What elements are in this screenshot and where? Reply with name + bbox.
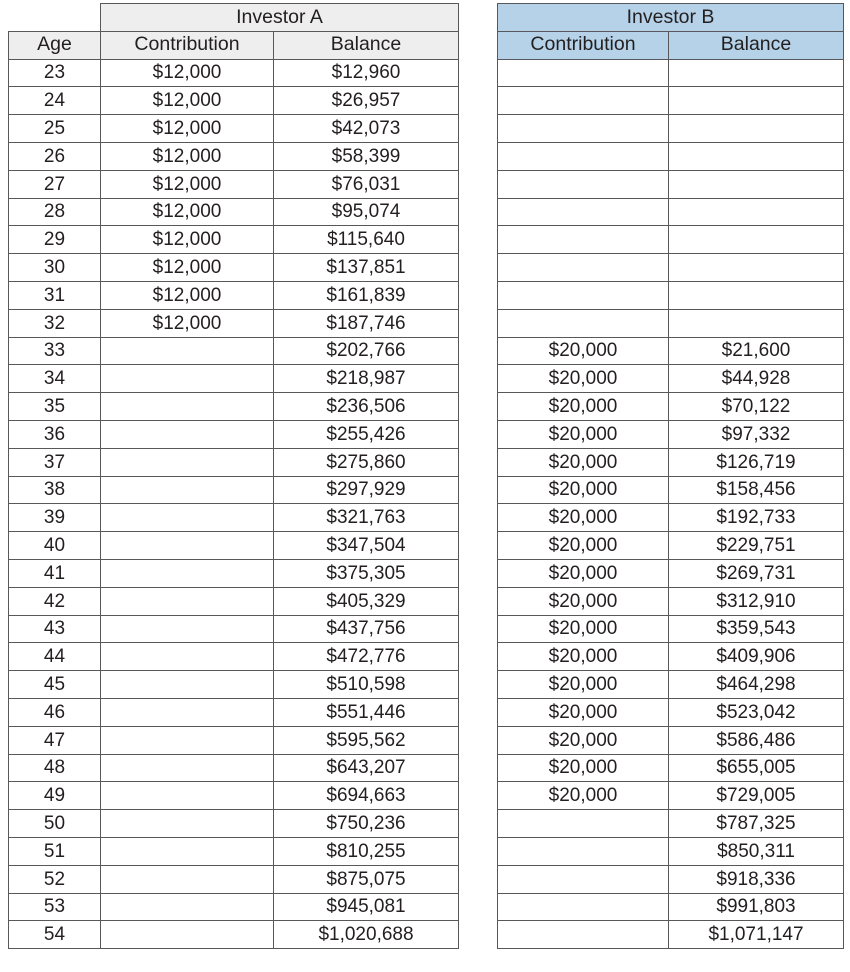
table-row [498, 115, 844, 143]
cell-b-contribution [498, 142, 669, 170]
cell-age: 52 [9, 865, 101, 893]
cell-a-balance: $750,236 [274, 810, 459, 838]
cell-b-balance: $918,336 [669, 865, 844, 893]
cell-a-balance: $58,399 [274, 142, 459, 170]
cell-a-contribution [101, 782, 274, 810]
cell-b-balance: $97,332 [669, 420, 844, 448]
cell-a-contribution [101, 587, 274, 615]
cell-a-balance: $551,446 [274, 698, 459, 726]
cell-b-balance: $991,803 [669, 893, 844, 921]
cell-a-balance: $405,329 [274, 587, 459, 615]
cell-b-balance: $192,733 [669, 504, 844, 532]
cell-b-balance [669, 170, 844, 198]
investor-b-group-header-row [498, 4, 844, 32]
table-row [9, 587, 459, 615]
investor-a-table-head [9, 4, 459, 60]
table-row [498, 309, 844, 337]
cell-a-contribution [101, 698, 274, 726]
cell-age: 34 [9, 365, 101, 393]
table-row [498, 393, 844, 421]
cell-a-contribution [101, 420, 274, 448]
cell-b-contribution [498, 893, 669, 921]
table-row [9, 281, 459, 309]
cell-a-balance: $42,073 [274, 115, 459, 143]
cell-a-balance: $810,255 [274, 837, 459, 865]
table-row [9, 226, 459, 254]
column-header-age: Age [9, 31, 101, 59]
table-row [9, 142, 459, 170]
cell-a-balance: $694,663 [274, 782, 459, 810]
table-row [498, 532, 844, 560]
table-row [498, 170, 844, 198]
table-row [9, 754, 459, 782]
cell-age: 30 [9, 254, 101, 282]
cell-b-balance: $269,731 [669, 559, 844, 587]
table-row [9, 504, 459, 532]
cell-age: 32 [9, 309, 101, 337]
column-header-a-balance: Balance [274, 31, 459, 59]
cell-age: 53 [9, 893, 101, 921]
table-row [9, 476, 459, 504]
investor-b-group-label: Investor B [498, 4, 844, 32]
cell-b-contribution: $20,000 [498, 671, 669, 699]
cell-b-balance [669, 198, 844, 226]
cell-a-balance: $437,756 [274, 615, 459, 643]
table-row [9, 698, 459, 726]
cell-a-contribution: $12,000 [101, 254, 274, 282]
table-row [9, 643, 459, 671]
table-row [9, 810, 459, 838]
cell-age: 51 [9, 837, 101, 865]
cell-b-contribution [498, 254, 669, 282]
table-row [9, 170, 459, 198]
cell-age: 48 [9, 754, 101, 782]
cell-age: 40 [9, 532, 101, 560]
cell-a-contribution [101, 393, 274, 421]
cell-b-balance: $312,910 [669, 587, 844, 615]
column-header-b-contribution: Contribution [498, 31, 669, 59]
cell-a-contribution: $12,000 [101, 309, 274, 337]
cell-b-contribution: $20,000 [498, 782, 669, 810]
cell-a-balance: $1,020,688 [274, 921, 459, 949]
investor-b-table-head [498, 4, 844, 60]
cell-b-contribution: $20,000 [498, 559, 669, 587]
cell-b-contribution: $20,000 [498, 448, 669, 476]
cell-a-contribution [101, 337, 274, 365]
table-row [498, 476, 844, 504]
cell-b-balance [669, 87, 844, 115]
cell-b-contribution [498, 309, 669, 337]
cell-age: 54 [9, 921, 101, 949]
cell-a-contribution: $12,000 [101, 198, 274, 226]
cell-b-contribution: $20,000 [498, 365, 669, 393]
cell-age: 35 [9, 393, 101, 421]
cell-a-balance: $218,987 [274, 365, 459, 393]
table-row [498, 698, 844, 726]
cell-b-contribution: $20,000 [498, 393, 669, 421]
cell-a-contribution [101, 726, 274, 754]
cell-a-balance: $375,305 [274, 559, 459, 587]
cell-age: 33 [9, 337, 101, 365]
cell-a-contribution [101, 893, 274, 921]
table-row [9, 893, 459, 921]
table-row [9, 309, 459, 337]
investor-a-table [8, 3, 459, 949]
cell-age: 46 [9, 698, 101, 726]
cell-b-balance: $44,928 [669, 365, 844, 393]
cell-b-contribution [498, 226, 669, 254]
cell-b-contribution [498, 810, 669, 838]
table-row [498, 726, 844, 754]
cell-a-contribution [101, 559, 274, 587]
cell-a-balance: $187,746 [274, 309, 459, 337]
cell-age: 39 [9, 504, 101, 532]
cell-a-balance: $95,074 [274, 198, 459, 226]
table-row [9, 782, 459, 810]
cell-b-balance: $409,906 [669, 643, 844, 671]
cell-b-contribution: $20,000 [498, 643, 669, 671]
cell-a-contribution: $12,000 [101, 226, 274, 254]
cell-b-contribution: $20,000 [498, 532, 669, 560]
cell-a-contribution: $12,000 [101, 59, 274, 87]
table-row [9, 365, 459, 393]
table-row [498, 87, 844, 115]
table-row [498, 420, 844, 448]
cell-a-balance: $643,207 [274, 754, 459, 782]
investor-b-table [497, 3, 844, 949]
cell-a-contribution [101, 615, 274, 643]
table-row [9, 393, 459, 421]
cell-a-contribution [101, 643, 274, 671]
cell-b-contribution [498, 281, 669, 309]
table-row [9, 921, 459, 949]
cell-a-balance: $472,776 [274, 643, 459, 671]
cell-a-contribution [101, 476, 274, 504]
cell-a-contribution [101, 837, 274, 865]
cell-a-contribution [101, 865, 274, 893]
table-row [498, 142, 844, 170]
cell-b-balance: $464,298 [669, 671, 844, 699]
cell-a-contribution: $12,000 [101, 170, 274, 198]
cell-a-contribution [101, 921, 274, 949]
table-row [9, 420, 459, 448]
cell-a-contribution [101, 504, 274, 532]
column-header-b-balance: Balance [669, 31, 844, 59]
cell-b-balance: $1,071,147 [669, 921, 844, 949]
cell-a-contribution [101, 671, 274, 699]
cell-a-contribution: $12,000 [101, 87, 274, 115]
cell-a-contribution [101, 365, 274, 393]
investor-a-column-header-row [9, 31, 459, 59]
table-row [498, 198, 844, 226]
cell-a-contribution [101, 532, 274, 560]
investor-b-table-body [498, 59, 844, 949]
table-row [9, 865, 459, 893]
cell-b-balance: $850,311 [669, 837, 844, 865]
table-row [498, 810, 844, 838]
table-row [498, 559, 844, 587]
cell-age: 26 [9, 142, 101, 170]
table-row [498, 893, 844, 921]
cell-a-balance: $115,640 [274, 226, 459, 254]
table-row [498, 587, 844, 615]
cell-a-balance: $945,081 [274, 893, 459, 921]
investor-a-corner-spacer [9, 4, 101, 32]
cell-b-contribution: $20,000 [498, 476, 669, 504]
cell-a-balance: $161,839 [274, 281, 459, 309]
cell-b-balance [669, 226, 844, 254]
cell-b-balance: $787,325 [669, 810, 844, 838]
cell-age: 38 [9, 476, 101, 504]
table-row [498, 281, 844, 309]
cell-b-contribution [498, 921, 669, 949]
table-row [9, 337, 459, 365]
cell-b-balance [669, 254, 844, 282]
investor-a-table-body [9, 59, 459, 949]
table-row [9, 115, 459, 143]
cell-a-contribution [101, 810, 274, 838]
investor-b-column-header-row [498, 31, 844, 59]
table-row [9, 87, 459, 115]
cell-a-contribution: $12,000 [101, 142, 274, 170]
cell-b-contribution: $20,000 [498, 587, 669, 615]
cell-b-contribution: $20,000 [498, 698, 669, 726]
cell-age: 42 [9, 587, 101, 615]
cell-b-contribution [498, 59, 669, 87]
cell-age: 41 [9, 559, 101, 587]
cell-b-balance: $359,543 [669, 615, 844, 643]
cell-a-balance: $275,860 [274, 448, 459, 476]
cell-b-balance [669, 309, 844, 337]
cell-b-balance [669, 142, 844, 170]
cell-a-balance: $875,075 [274, 865, 459, 893]
cell-b-balance: $655,005 [669, 754, 844, 782]
table-row [498, 754, 844, 782]
cell-age: 36 [9, 420, 101, 448]
table-row [498, 643, 844, 671]
cell-b-contribution [498, 837, 669, 865]
table-row [498, 59, 844, 87]
cell-b-balance [669, 59, 844, 87]
cell-a-balance: $236,506 [274, 393, 459, 421]
cell-age: 37 [9, 448, 101, 476]
cell-b-balance: $523,042 [669, 698, 844, 726]
cell-a-balance: $76,031 [274, 170, 459, 198]
table-row [498, 782, 844, 810]
table-row [9, 615, 459, 643]
cell-age: 31 [9, 281, 101, 309]
cell-b-contribution: $20,000 [498, 615, 669, 643]
table-row [498, 504, 844, 532]
cell-age: 24 [9, 87, 101, 115]
cell-b-balance: $126,719 [669, 448, 844, 476]
cell-a-balance: $347,504 [274, 532, 459, 560]
cell-a-balance: $510,598 [274, 671, 459, 699]
investor-a-group-header-row [9, 4, 459, 32]
table-row [9, 59, 459, 87]
table-row [9, 726, 459, 754]
table-row [9, 198, 459, 226]
cell-b-contribution [498, 87, 669, 115]
cell-a-contribution [101, 448, 274, 476]
table-row [498, 671, 844, 699]
cell-a-contribution: $12,000 [101, 115, 274, 143]
cell-a-balance: $595,562 [274, 726, 459, 754]
column-header-a-contribution: Contribution [101, 31, 274, 59]
cell-b-balance: $158,456 [669, 476, 844, 504]
cell-a-contribution [101, 754, 274, 782]
cell-a-balance: $12,960 [274, 59, 459, 87]
table-row [498, 865, 844, 893]
table-row [9, 837, 459, 865]
cell-b-contribution: $20,000 [498, 420, 669, 448]
cell-b-contribution [498, 865, 669, 893]
cell-age: 23 [9, 59, 101, 87]
table-row [498, 615, 844, 643]
cell-a-balance: $202,766 [274, 337, 459, 365]
table-row [498, 448, 844, 476]
cell-b-balance: $229,751 [669, 532, 844, 560]
table-row [498, 837, 844, 865]
cell-age: 45 [9, 671, 101, 699]
cell-b-contribution [498, 115, 669, 143]
cell-a-balance: $26,957 [274, 87, 459, 115]
cell-b-balance [669, 281, 844, 309]
cell-age: 25 [9, 115, 101, 143]
table-row [498, 921, 844, 949]
table-row [498, 365, 844, 393]
table-row [9, 448, 459, 476]
cell-a-contribution: $12,000 [101, 281, 274, 309]
cell-age: 29 [9, 226, 101, 254]
cell-b-contribution [498, 198, 669, 226]
cell-b-balance: $21,600 [669, 337, 844, 365]
cell-a-balance: $297,929 [274, 476, 459, 504]
cell-b-balance: $586,486 [669, 726, 844, 754]
cell-age: 49 [9, 782, 101, 810]
table-row [9, 532, 459, 560]
cell-age: 27 [9, 170, 101, 198]
cell-age: 44 [9, 643, 101, 671]
table-row [498, 337, 844, 365]
cell-b-contribution: $20,000 [498, 504, 669, 532]
table-row [9, 254, 459, 282]
cell-b-contribution: $20,000 [498, 754, 669, 782]
cell-b-balance: $729,005 [669, 782, 844, 810]
table-row [9, 559, 459, 587]
table-row [498, 226, 844, 254]
table-row [498, 254, 844, 282]
cell-age: 50 [9, 810, 101, 838]
cell-a-balance: $137,851 [274, 254, 459, 282]
cell-age: 47 [9, 726, 101, 754]
cell-b-balance [669, 115, 844, 143]
cell-a-balance: $321,763 [274, 504, 459, 532]
cell-b-contribution: $20,000 [498, 337, 669, 365]
cell-b-balance: $70,122 [669, 393, 844, 421]
cell-b-contribution [498, 170, 669, 198]
cell-a-balance: $255,426 [274, 420, 459, 448]
cell-age: 28 [9, 198, 101, 226]
cell-b-contribution: $20,000 [498, 726, 669, 754]
investor-a-group-label: Investor A [101, 4, 459, 32]
cell-age: 43 [9, 615, 101, 643]
table-row [9, 671, 459, 699]
